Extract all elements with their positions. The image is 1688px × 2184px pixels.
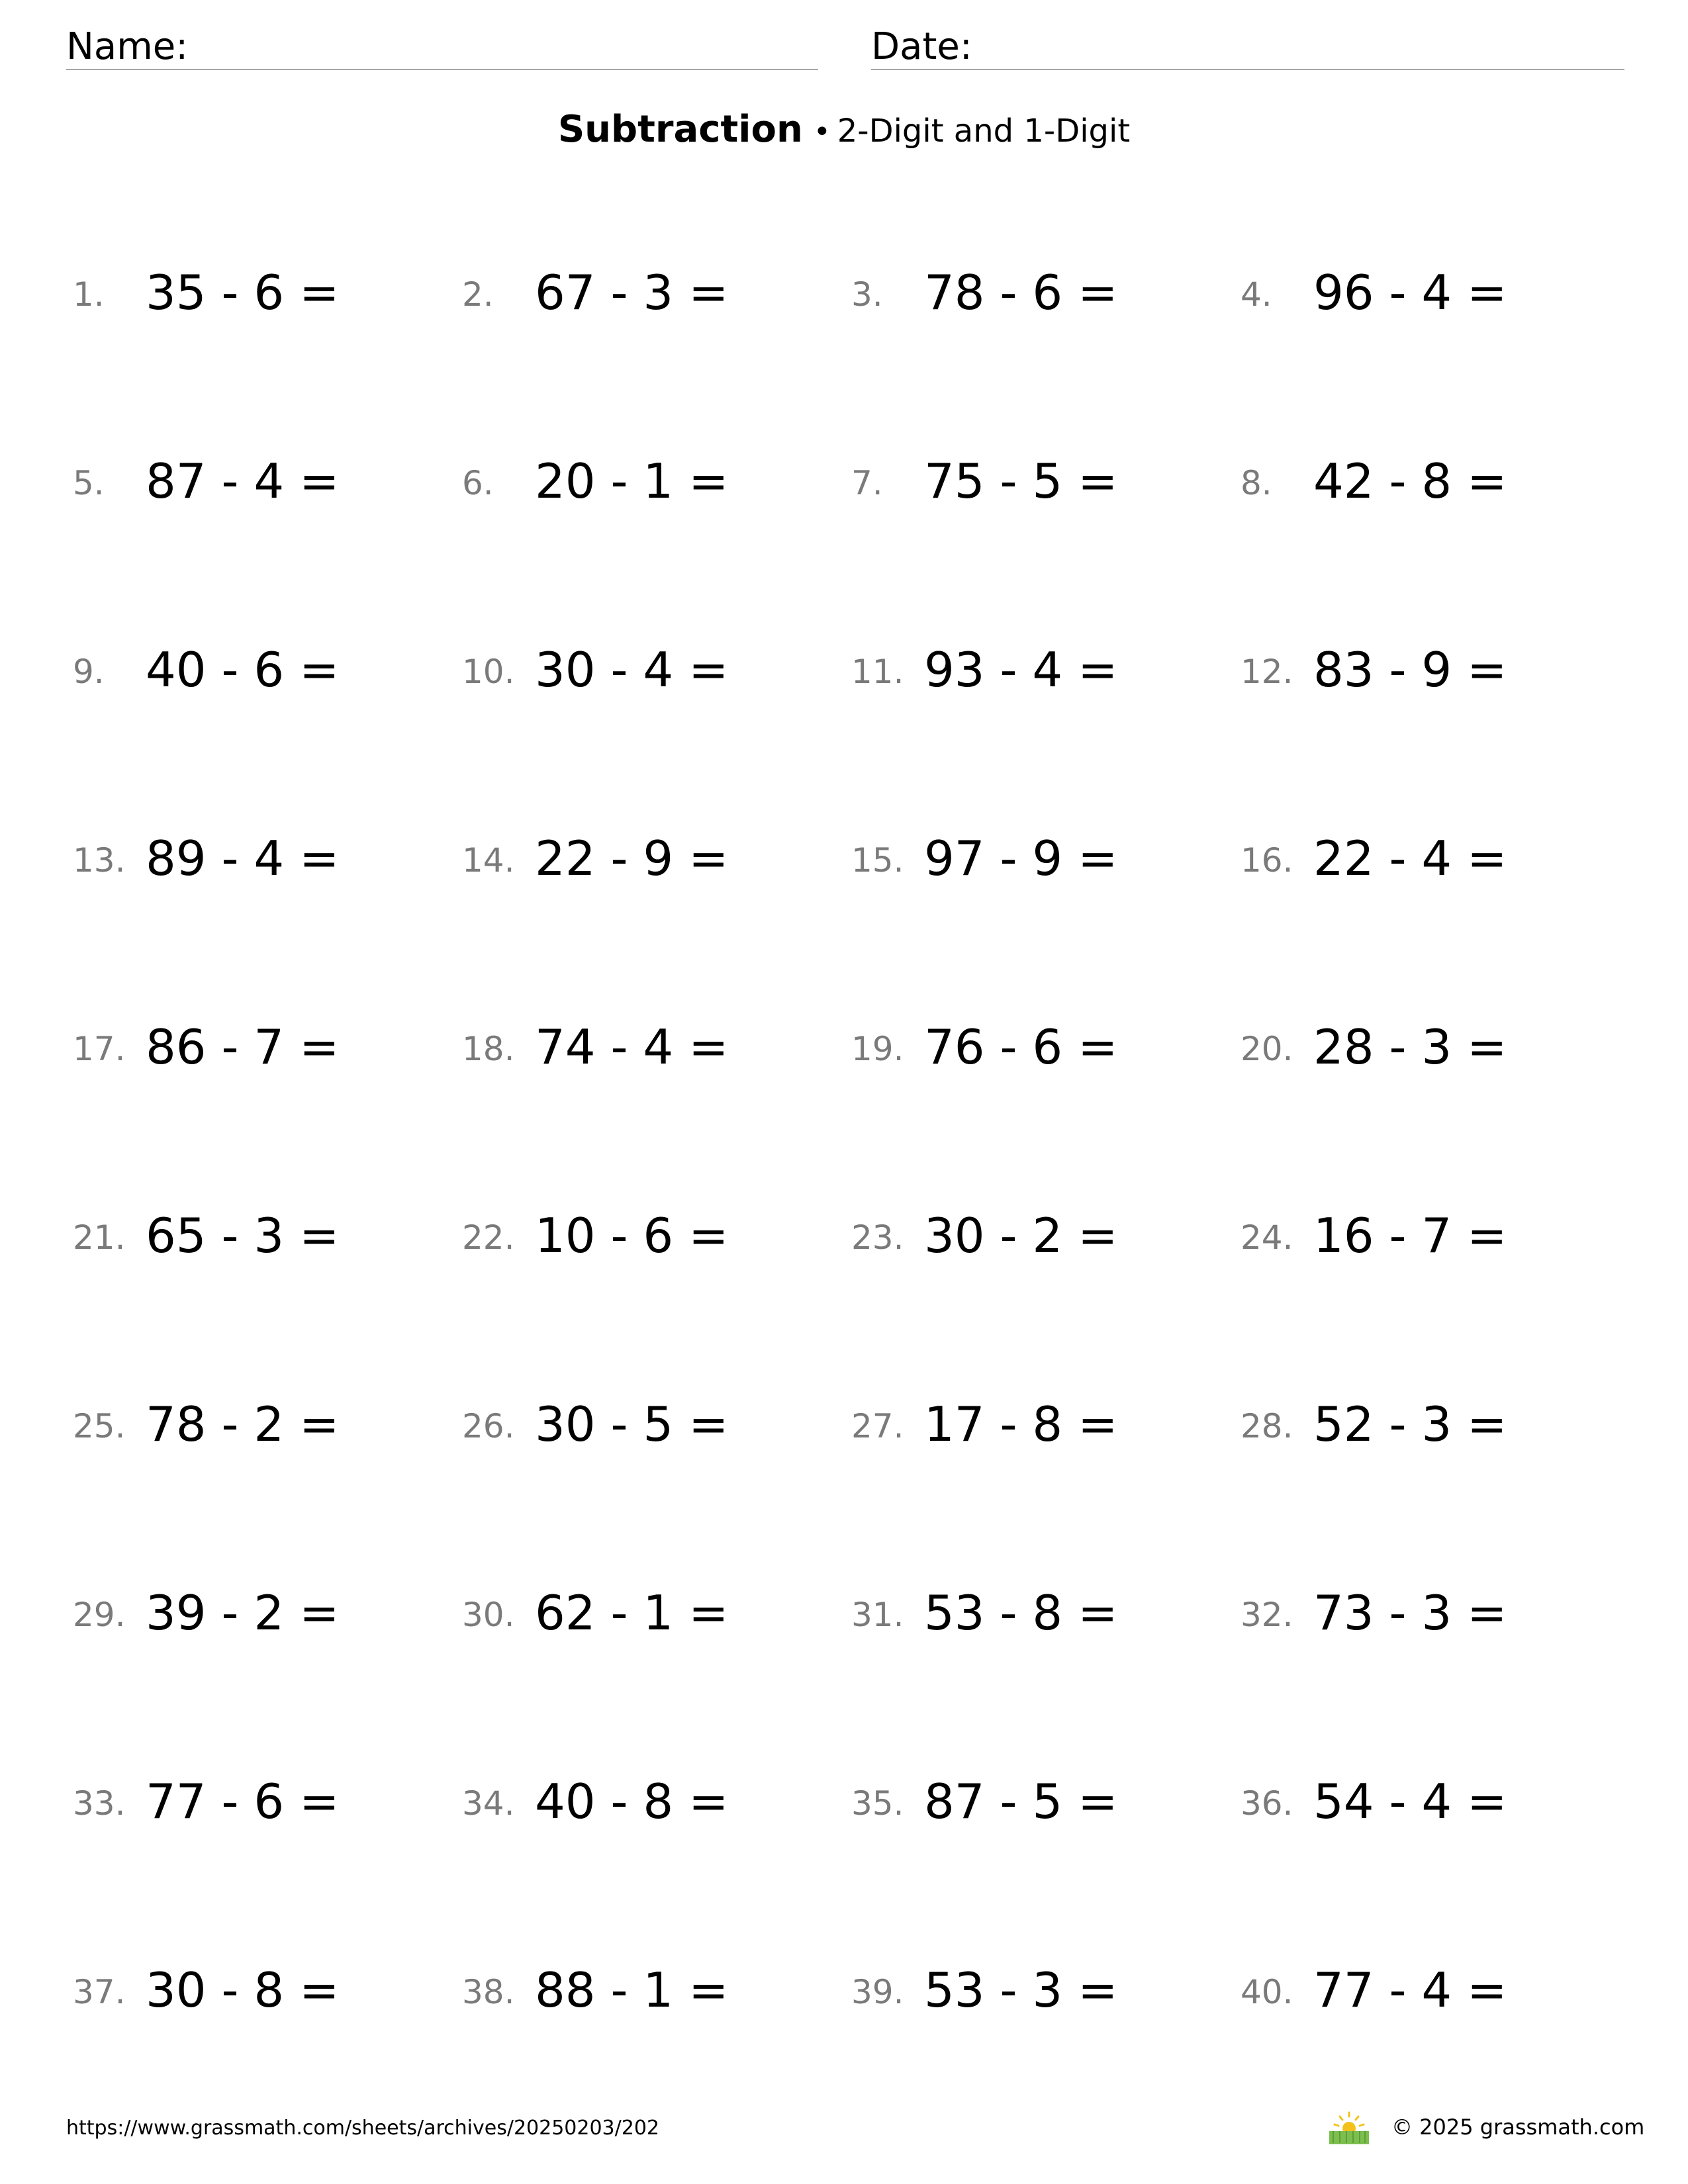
problem-expression: 77 - 6 = — [146, 1774, 340, 1829]
problem-expression: 67 - 3 = — [535, 265, 729, 320]
problem-expression: 30 - 4 = — [535, 642, 729, 698]
problem-item — [1241, 432, 1628, 531]
problem-expression: 96 - 4 = — [1313, 265, 1507, 320]
date-label: Date: — [871, 25, 972, 68]
problem-number: 7. — [851, 464, 883, 502]
problem-number: 15. — [851, 841, 904, 880]
problem-expression: 22 - 9 = — [535, 831, 729, 886]
problem-number: 31. — [851, 1596, 904, 1634]
problem-expression: 62 - 1 = — [535, 1585, 729, 1641]
problem-number: 16. — [1241, 841, 1293, 880]
grass-sun-logo-icon — [1327, 2111, 1372, 2144]
problem-number: 3. — [851, 275, 883, 314]
problem-number: 9. — [73, 653, 105, 691]
problem-expression: 28 - 3 = — [1313, 1019, 1507, 1075]
problem-number: 30. — [462, 1596, 515, 1634]
problem-expression: 86 - 7 = — [146, 1019, 340, 1075]
problem-expression: 17 - 8 = — [924, 1396, 1118, 1452]
problem-expression: 88 - 1 = — [535, 1962, 729, 2018]
problem-number: 25. — [73, 1407, 126, 1445]
problem-expression: 75 - 5 = — [924, 453, 1118, 509]
problem-item — [1241, 1186, 1628, 1285]
problem-item — [73, 809, 462, 908]
name-field[interactable] — [66, 25, 818, 70]
problem-item — [851, 1752, 1241, 1851]
problem-number: 17. — [73, 1030, 126, 1068]
problem-item — [73, 1186, 462, 1285]
problem-item — [1241, 1563, 1628, 1662]
problem-item — [462, 1940, 851, 2040]
problem-expression: 65 - 3 = — [146, 1208, 340, 1263]
problem-expression: 87 - 5 = — [924, 1774, 1118, 1829]
problem-item — [462, 997, 851, 1097]
problem-item — [73, 432, 462, 531]
problem-item — [1241, 1375, 1628, 1474]
problem-number: 10. — [462, 653, 515, 691]
problem-item — [1241, 243, 1628, 342]
problem-item — [1241, 1940, 1628, 2040]
problem-item — [1241, 1752, 1628, 1851]
problem-expression: 78 - 2 = — [146, 1396, 340, 1452]
problem-number: 1. — [73, 275, 105, 314]
problem-expression: 30 - 5 = — [535, 1396, 729, 1452]
problem-expression: 53 - 3 = — [924, 1962, 1118, 2018]
problem-item — [851, 243, 1241, 342]
problem-item — [73, 1752, 462, 1851]
problem-number: 12. — [1241, 653, 1293, 691]
problem-item — [851, 432, 1241, 531]
problem-item — [462, 243, 851, 342]
problem-number: 11. — [851, 653, 904, 691]
title-subtitle: 2-Digit and 1-Digit — [837, 113, 1131, 150]
problem-number: 35. — [851, 1784, 904, 1823]
name-label: Name: — [66, 25, 189, 68]
worksheet-title — [0, 106, 1688, 162]
problem-number: 2. — [462, 275, 494, 314]
problem-number: 18. — [462, 1030, 515, 1068]
problem-item — [73, 1940, 462, 2040]
problem-expression: 40 - 8 = — [535, 1774, 729, 1829]
problem-item — [462, 1375, 851, 1474]
problem-expression: 54 - 4 = — [1313, 1774, 1507, 1829]
problem-number: 14. — [462, 841, 515, 880]
problem-number: 38. — [462, 1973, 515, 2011]
problem-number: 33. — [73, 1784, 126, 1823]
problem-number: 13. — [73, 841, 126, 880]
problem-item — [73, 243, 462, 342]
problem-expression: 20 - 1 = — [535, 453, 729, 509]
problem-item — [462, 809, 851, 908]
problem-expression: 53 - 8 = — [924, 1585, 1118, 1641]
problem-expression: 30 - 2 = — [924, 1208, 1118, 1263]
problem-number: 32. — [1241, 1596, 1293, 1634]
problem-item — [462, 1563, 851, 1662]
problem-expression: 30 - 8 = — [146, 1962, 340, 2018]
problem-item — [1241, 997, 1628, 1097]
problem-number: 8. — [1241, 464, 1272, 502]
problem-item — [73, 1375, 462, 1474]
date-field[interactable] — [871, 25, 1624, 70]
problem-number: 36. — [1241, 1784, 1293, 1823]
problem-number: 27. — [851, 1407, 904, 1445]
title-bullet: • — [813, 115, 831, 149]
problem-number: 40. — [1241, 1973, 1293, 2011]
problem-item — [851, 1940, 1241, 2040]
problem-expression: 83 - 9 = — [1313, 642, 1507, 698]
problem-expression: 35 - 6 = — [146, 265, 340, 320]
problem-item — [1241, 620, 1628, 719]
problem-expression: 77 - 4 = — [1313, 1962, 1507, 2018]
problem-expression: 93 - 4 = — [924, 642, 1118, 698]
problem-expression: 16 - 7 = — [1313, 1208, 1507, 1263]
problem-item — [1241, 809, 1628, 908]
problem-item — [462, 620, 851, 719]
problem-item — [851, 620, 1241, 719]
problem-item — [462, 432, 851, 531]
problem-expression: 89 - 4 = — [146, 831, 340, 886]
problem-item — [851, 1563, 1241, 1662]
problem-item — [462, 1752, 851, 1851]
problem-item — [462, 1186, 851, 1285]
problem-expression: 52 - 3 = — [1313, 1396, 1507, 1452]
problem-number: 28. — [1241, 1407, 1293, 1445]
problem-item — [851, 809, 1241, 908]
problem-grid — [73, 243, 1628, 2129]
problem-number: 5. — [73, 464, 105, 502]
title-main: Subtraction — [557, 108, 803, 151]
footer-url: https://www.grassmath.com/sheets/archives/20250203/202 — [66, 2116, 660, 2140]
problem-number: 26. — [462, 1407, 515, 1445]
problem-item — [73, 997, 462, 1097]
problem-number: 21. — [73, 1218, 126, 1257]
problem-number: 4. — [1241, 275, 1272, 314]
problem-expression: 97 - 9 = — [924, 831, 1118, 886]
problem-number: 29. — [73, 1596, 126, 1634]
problem-expression: 42 - 8 = — [1313, 453, 1507, 509]
problem-item — [73, 1563, 462, 1662]
problem-item — [73, 620, 462, 719]
problem-number: 39. — [851, 1973, 904, 2011]
problem-expression: 10 - 6 = — [535, 1208, 729, 1263]
problem-expression: 87 - 4 = — [146, 453, 340, 509]
problem-number: 34. — [462, 1784, 515, 1823]
footer-copyright: © 2025 grassmath.com — [1391, 2115, 1645, 2140]
problem-number: 24. — [1241, 1218, 1293, 1257]
problem-number: 23. — [851, 1218, 904, 1257]
problem-item — [851, 997, 1241, 1097]
problem-item — [851, 1375, 1241, 1474]
problem-number: 20. — [1241, 1030, 1293, 1068]
problem-expression: 73 - 3 = — [1313, 1585, 1507, 1641]
problem-expression: 22 - 4 = — [1313, 831, 1507, 886]
problem-expression: 76 - 6 = — [924, 1019, 1118, 1075]
problem-number: 19. — [851, 1030, 904, 1068]
problem-number: 22. — [462, 1218, 515, 1257]
problem-item — [851, 1186, 1241, 1285]
problem-expression: 39 - 2 = — [146, 1585, 340, 1641]
problem-expression: 74 - 4 = — [535, 1019, 729, 1075]
problem-expression: 40 - 6 = — [146, 642, 340, 698]
problem-number: 37. — [73, 1973, 126, 2011]
problem-expression: 78 - 6 = — [924, 265, 1118, 320]
problem-number: 6. — [462, 464, 494, 502]
